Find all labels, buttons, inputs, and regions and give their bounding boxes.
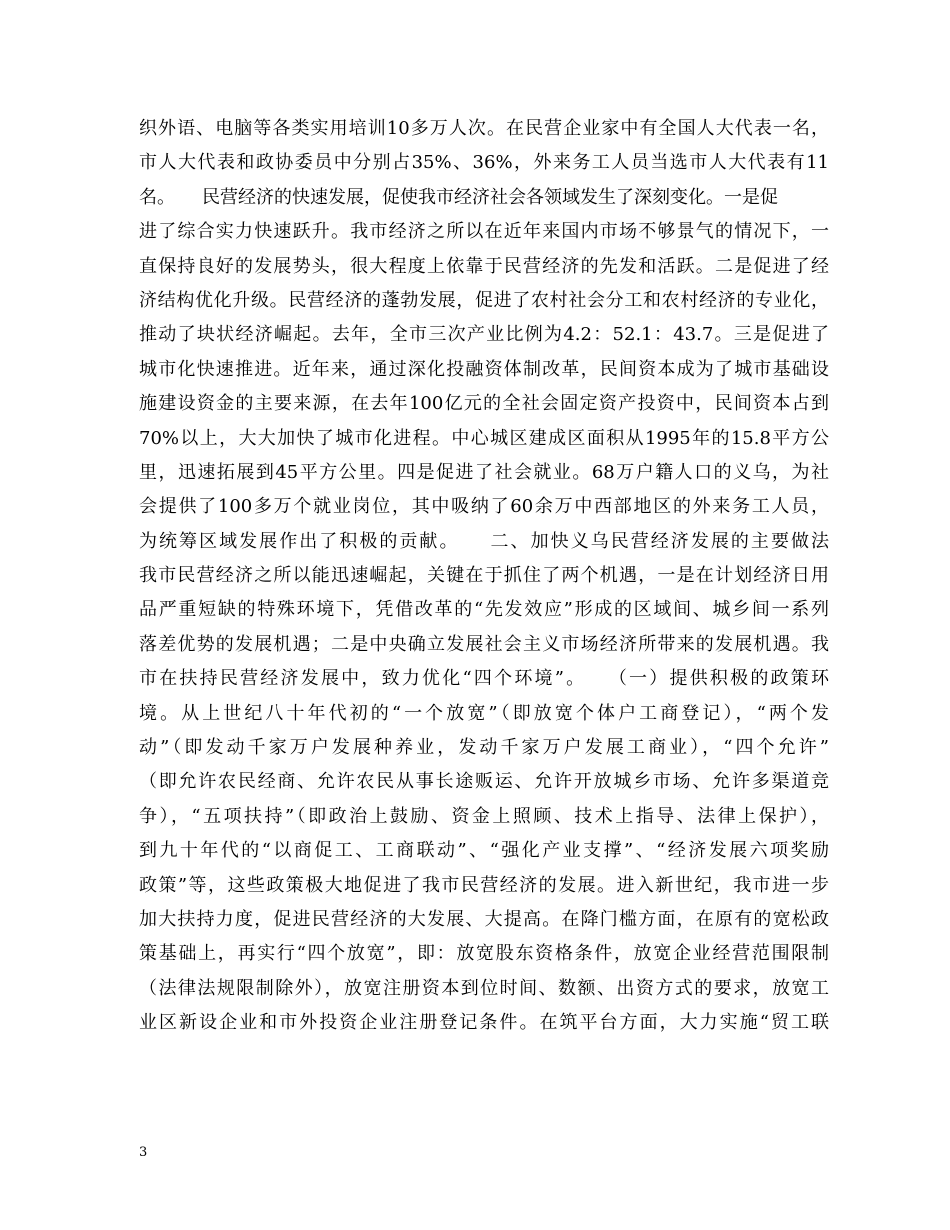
text-line: 市在扶持民营经济发展中，致力优化“四个环境”。 （一）提供积极的政策环 bbox=[139, 668, 829, 690]
text-line: 织外语、电脑等各类实用培训10多万人次。在民营企业家中有全国人大代表一名， bbox=[139, 118, 829, 139]
body-text bbox=[139, 112, 829, 1041]
text-line: 70%以上，大大加快了城市化进程。中心城区建成区面积从1995年的15.8平方公 bbox=[139, 427, 829, 449]
text-line: 策基础上，再实行“四个放宽”，即：放宽股东资格条件，放宽企业经营范围限制 bbox=[139, 943, 829, 965]
text-line: 会提供了100多万个就业岗位，其中吸纳了60余万中西部地区的外来务工人员， bbox=[139, 496, 829, 518]
text-line: 名。 民营经济的快速发展，促使我市经济社会各领域发生了深刻变化。一是促 bbox=[139, 186, 778, 208]
text-line: 动”（即发动千家万户发展种养业，发动千家万户发展工商业），“四个允许” bbox=[139, 737, 829, 759]
text-line: 我市民营经济之所以能迅速崛起，关键在于抓住了两个机遇，一是在计划经济日用 bbox=[139, 565, 829, 587]
text-line: 推动了块状经济崛起。去年，全市三次产业比例为4.2：52.1：43.7。三是促进了 bbox=[139, 324, 829, 346]
text-line: （法律法规限制除外），放宽注册资本到位时间、数额、出资方式的要求，放宽工 bbox=[139, 977, 829, 999]
text-line: 直保持良好的发展势头，很大程度上依靠于民营经济的先发和活跃。二是促进了经 bbox=[139, 255, 829, 277]
text-line: （即允许农民经商、允许农民从事长途贩运、允许开放城乡市场、允许多渠道竞 bbox=[139, 771, 829, 793]
text-line: 进了综合实力快速跃升。我市经济之所以在近年来国内市场不够景气的情况下，一 bbox=[139, 221, 829, 243]
text-line: 政策”等，这些政策极大地促进了我市民营经济的发展。进入新世纪，我市进一步 bbox=[139, 874, 829, 896]
text-line: 品严重短缺的特殊环境下，凭借改革的“先发效应”形成的区域间、城乡间一系列 bbox=[139, 599, 829, 621]
text-line: 施建设资金的主要来源，在去年100亿元的全社会固定资产投资中，民间资本占到 bbox=[139, 393, 829, 415]
text-line: 业区新设企业和市外投资企业注册登记条件。在筑平台方面，大力实施“贸工联 bbox=[139, 1012, 829, 1034]
text-line: 境。从上世纪八十年代初的“一个放宽”（即放宽个体户工商登记），“两个发 bbox=[139, 702, 829, 724]
text-line: 里，迅速拓展到45平方公里。四是促进了社会就业。68万户籍人口的义乌，为社 bbox=[139, 461, 829, 483]
page-number: 3 bbox=[139, 1145, 148, 1160]
text-line: 落差优势的发展机遇；二是中央确立发展社会主义市场经济所带来的发展机遇。我 bbox=[139, 633, 829, 655]
text-line: 济结构优化升级。民营经济的蓬勃发展，促进了农村社会分工和农村经济的专业化， bbox=[139, 289, 829, 311]
text-line: 为统筹区域发展作出了积极的贡献。 二、加快义乌民营经济发展的主要做法 bbox=[139, 530, 829, 552]
text-line: 加大扶持力度，促进民营经济的大发展、大提高。在降门槛方面，在原有的宽松政 bbox=[139, 908, 829, 930]
text-line: 争），“五项扶持”（即政治上鼓励、资金上照顾、技术上指导、法律上保护）， bbox=[139, 805, 829, 827]
text-line: 城市化快速推进。近年来，通过深化投融资体制改革，民间资本成为了城市基础设 bbox=[139, 358, 829, 380]
text-line: 市人大代表和政协委员中分别占35%、36%，外来务工人员当选市人大代表有11 bbox=[139, 152, 829, 174]
text-line: 到九十年代的“以商促工、工商联动”、“强化产业支撑”、“经济发展六项奖励 bbox=[139, 840, 829, 862]
